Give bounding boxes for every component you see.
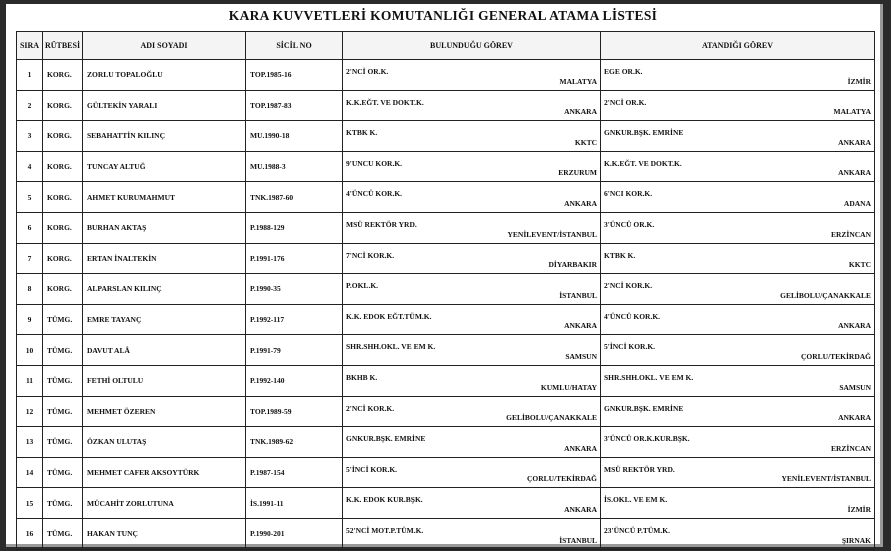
cell-bulundugu-gorev bbox=[343, 151, 601, 182]
table-row bbox=[17, 60, 875, 91]
cell-atandigi-gorev-location: SAMSUN bbox=[839, 382, 871, 392]
cell-rutbe: TÜMG. bbox=[43, 304, 83, 335]
cell-rutbe: TÜMG. bbox=[43, 457, 83, 488]
table-header-row bbox=[17, 32, 875, 60]
cell-sicil-no: TOP.1987-83 bbox=[246, 90, 343, 121]
cell-atandigi-gorev bbox=[601, 304, 875, 335]
cell-atandigi-gorev-location: ÇORLU/TEKİRDAĞ bbox=[800, 351, 871, 361]
cell-sicil-no: TOP.1985-16 bbox=[246, 60, 343, 91]
cell-sicil-no: TNK.1989-62 bbox=[246, 427, 343, 458]
cell-atandigi-gorev bbox=[601, 212, 875, 243]
cell-sicil-no: P.1987-154 bbox=[246, 457, 343, 488]
cell-rutbe: KORG. bbox=[43, 151, 83, 182]
cell-bulundugu-gorev-location: ANKARA bbox=[564, 504, 597, 514]
cell-atandigi-gorev-unit: 4'ÜNCÜ KOR.K. bbox=[604, 311, 661, 321]
cell-atandigi-gorev-unit: GNKUR.BŞK. EMRİNE bbox=[604, 403, 684, 413]
cell-atandigi-gorev bbox=[601, 488, 875, 519]
cell-bulundugu-gorev-location: İSTANBUL bbox=[559, 535, 597, 545]
cell-bulundugu-gorev-unit: 4'ÜNCÜ KOR.K. bbox=[346, 189, 403, 199]
cell-atandigi-gorev-location: ANKARA bbox=[838, 137, 871, 147]
cell-sira: 1 bbox=[17, 60, 43, 91]
cell-adi-soyadi: FETHİ OLTULU bbox=[83, 365, 246, 396]
cell-bulundugu-gorev-unit: 5'İNCİ KOR.K. bbox=[346, 464, 398, 474]
cell-bulundugu-gorev-location: YENİLEVENT/İSTANBUL bbox=[507, 229, 597, 239]
header-bulundugu-gorev: BULUNDUĞU GÖREV bbox=[343, 32, 601, 60]
table-row bbox=[17, 335, 875, 366]
cell-adi-soyadi: GÜLTEKİN YARALI bbox=[83, 90, 246, 121]
cell-bulundugu-gorev-unit: K.K. EDOK EĞT.TÜM.K. bbox=[346, 311, 432, 321]
cell-atandigi-gorev-location: YENİLEVENT/İSTANBUL bbox=[781, 474, 871, 484]
cell-adi-soyadi: DAVUT ALÂ bbox=[83, 335, 246, 366]
cell-atandigi-gorev-location: İZMİR bbox=[847, 76, 871, 86]
cell-sicil-no: MU.1988-3 bbox=[246, 151, 343, 182]
cell-atandigi-gorev-unit: 2'NCİ OR.K. bbox=[604, 97, 647, 107]
cell-sicil-no: P.1992-140 bbox=[246, 365, 343, 396]
cell-atandigi-gorev bbox=[601, 335, 875, 366]
cell-atandigi-gorev-unit: 6'NCI KOR.K. bbox=[604, 189, 653, 199]
appointment-table bbox=[16, 31, 875, 550]
table-row bbox=[17, 488, 875, 519]
cell-bulundugu-gorev-unit: 9'UNCU KOR.K. bbox=[346, 158, 403, 168]
header-adi-soyadi: ADI SOYADI bbox=[83, 32, 246, 60]
cell-rutbe: KORG. bbox=[43, 243, 83, 274]
table-row bbox=[17, 518, 875, 549]
cell-bulundugu-gorev-location: ANKARA bbox=[564, 321, 597, 331]
cell-atandigi-gorev-location: ANKARA bbox=[838, 168, 871, 178]
cell-atandigi-gorev-unit: 23'ÜNCÜ P.TÜM.K. bbox=[604, 525, 670, 535]
cell-bulundugu-gorev-location: KKTC bbox=[574, 137, 597, 147]
cell-atandigi-gorev bbox=[601, 60, 875, 91]
cell-atandigi-gorev bbox=[601, 365, 875, 396]
cell-bulundugu-gorev bbox=[343, 457, 601, 488]
cell-adi-soyadi: HAKAN TUNÇ bbox=[83, 518, 246, 549]
cell-atandigi-gorev bbox=[601, 121, 875, 152]
cell-atandigi-gorev-location: KKTC bbox=[848, 260, 871, 270]
cell-bulundugu-gorev-unit: 7'NCİ KOR.K. bbox=[346, 250, 395, 260]
cell-bulundugu-gorev bbox=[343, 396, 601, 427]
cell-sira: 8 bbox=[17, 274, 43, 305]
cell-atandigi-gorev bbox=[601, 427, 875, 458]
cell-sicil-no: P.1990-35 bbox=[246, 274, 343, 305]
cell-rutbe: KORG. bbox=[43, 274, 83, 305]
cell-sicil-no: İS.1991-11 bbox=[246, 488, 343, 519]
cell-bulundugu-gorev-location: DİYARBAKIR bbox=[548, 260, 597, 270]
cell-atandigi-gorev-unit: 3'ÜNCÜ OR.K. bbox=[604, 219, 655, 229]
cell-bulundugu-gorev-location: MALATYA bbox=[559, 76, 597, 86]
cell-atandigi-gorev bbox=[601, 274, 875, 305]
cell-rutbe: KORG. bbox=[43, 90, 83, 121]
cell-adi-soyadi: TUNCAY ALTUĞ bbox=[83, 151, 246, 182]
table-row bbox=[17, 304, 875, 335]
table-row bbox=[17, 90, 875, 121]
cell-rutbe: TÜMG. bbox=[43, 365, 83, 396]
table-row bbox=[17, 427, 875, 458]
cell-rutbe: TÜMG. bbox=[43, 427, 83, 458]
cell-atandigi-gorev-location: GELİBOLU/ÇANAKKALE bbox=[780, 290, 871, 300]
table-row bbox=[17, 182, 875, 213]
cell-adi-soyadi: SEBAHATTİN KILINÇ bbox=[83, 121, 246, 152]
cell-sira: 15 bbox=[17, 488, 43, 519]
cell-sira: 9 bbox=[17, 304, 43, 335]
cell-adi-soyadi: ZORLU TOPALOĞLU bbox=[83, 60, 246, 91]
cell-adi-soyadi: ALPARSLAN KILINÇ bbox=[83, 274, 246, 305]
cell-atandigi-gorev-unit: MSÜ REKTÖR YRD. bbox=[604, 464, 675, 474]
cell-atandigi-gorev-unit: GNKUR.BŞK. EMRİNE bbox=[604, 128, 684, 138]
header-atandigi-gorev: ATANDIĞI GÖREV bbox=[601, 32, 875, 60]
cell-adi-soyadi: MÜCAHİT ZORLUTUNA bbox=[83, 488, 246, 519]
cell-bulundugu-gorev bbox=[343, 488, 601, 519]
cell-atandigi-gorev bbox=[601, 182, 875, 213]
cell-bulundugu-gorev-unit: K.K. EDOK KUR.BŞK. bbox=[346, 495, 423, 505]
cell-rutbe: TÜMG. bbox=[43, 488, 83, 519]
cell-bulundugu-gorev bbox=[343, 243, 601, 274]
cell-bulundugu-gorev bbox=[343, 427, 601, 458]
cell-bulundugu-gorev-unit: SHR.SHH.OKL. VE EM K. bbox=[346, 342, 436, 352]
cell-adi-soyadi: BURHAN AKTAŞ bbox=[83, 212, 246, 243]
cell-bulundugu-gorev bbox=[343, 518, 601, 549]
cell-bulundugu-gorev bbox=[343, 274, 601, 305]
cell-atandigi-gorev bbox=[601, 243, 875, 274]
table-row bbox=[17, 243, 875, 274]
cell-sicil-no: P.1988-129 bbox=[246, 212, 343, 243]
table-row bbox=[17, 151, 875, 182]
cell-adi-soyadi: MEHMET CAFER AKSOYTÜRK bbox=[83, 457, 246, 488]
cell-bulundugu-gorev bbox=[343, 304, 601, 335]
cell-bulundugu-gorev-location: KUMLU/HATAY bbox=[540, 382, 597, 392]
cell-bulundugu-gorev-unit: GNKUR.BŞK. EMRİNE bbox=[346, 434, 426, 444]
cell-sira: 12 bbox=[17, 396, 43, 427]
cell-sira: 10 bbox=[17, 335, 43, 366]
header-rutbesi: RÜTBESİ bbox=[43, 32, 83, 60]
cell-bulundugu-gorev bbox=[343, 60, 601, 91]
cell-atandigi-gorev-location: ANKARA bbox=[838, 413, 871, 423]
cell-bulundugu-gorev bbox=[343, 365, 601, 396]
cell-bulundugu-gorev-location: GELİBOLU/ÇANAKKALE bbox=[506, 413, 597, 423]
cell-rutbe: TÜMG. bbox=[43, 396, 83, 427]
cell-sira: 16 bbox=[17, 518, 43, 549]
cell-bulundugu-gorev bbox=[343, 90, 601, 121]
cell-bulundugu-gorev bbox=[343, 335, 601, 366]
cell-rutbe: KORG. bbox=[43, 121, 83, 152]
cell-sira: 7 bbox=[17, 243, 43, 274]
cell-sira: 2 bbox=[17, 90, 43, 121]
cell-bulundugu-gorev-location: SAMSUN bbox=[565, 351, 597, 361]
cell-sicil-no: P.1991-176 bbox=[246, 243, 343, 274]
cell-sira: 4 bbox=[17, 151, 43, 182]
cell-atandigi-gorev-unit: 5'İNCİ KOR.K. bbox=[604, 342, 656, 352]
cell-sicil-no: TOP.1989-59 bbox=[246, 396, 343, 427]
cell-rutbe: TÜMG. bbox=[43, 518, 83, 549]
cell-sicil-no: P.1990-201 bbox=[246, 518, 343, 549]
cell-atandigi-gorev bbox=[601, 90, 875, 121]
cell-bulundugu-gorev-location: ERZURUM bbox=[558, 168, 597, 178]
cell-bulundugu-gorev-location: ANKARA bbox=[564, 443, 597, 453]
cell-atandigi-gorev-unit: 3'ÜNCÜ OR.K.KUR.BŞK. bbox=[604, 434, 690, 444]
cell-bulundugu-gorev-unit: K.K.EĞT. VE DOKT.K. bbox=[346, 97, 424, 107]
cell-rutbe: KORG. bbox=[43, 60, 83, 91]
cell-bulundugu-gorev-location: ÇORLU/TEKİRDAĞ bbox=[526, 474, 597, 484]
cell-adi-soyadi: MEHMET ÖZEREN bbox=[83, 396, 246, 427]
table-row bbox=[17, 212, 875, 243]
cell-bulundugu-gorev-unit: KTBK K. bbox=[346, 128, 378, 138]
cell-bulundugu-gorev-unit: BKHB K. bbox=[346, 372, 378, 382]
cell-atandigi-gorev-location: ERZİNCAN bbox=[830, 229, 871, 239]
cell-sira: 5 bbox=[17, 182, 43, 213]
cell-atandigi-gorev-unit: EGE OR.K. bbox=[604, 67, 643, 76]
cell-sira: 14 bbox=[17, 457, 43, 488]
cell-adi-soyadi: AHMET KURUMAHMUT bbox=[83, 182, 246, 213]
cell-atandigi-gorev-location: İZMİR bbox=[847, 504, 871, 514]
cell-sira: 6 bbox=[17, 212, 43, 243]
cell-adi-soyadi: ERTAN İNALTEKİN bbox=[83, 243, 246, 274]
cell-sira: 11 bbox=[17, 365, 43, 396]
table-row bbox=[17, 396, 875, 427]
table-row bbox=[17, 121, 875, 152]
table-row bbox=[17, 457, 875, 488]
cell-sicil-no: P.1991-79 bbox=[246, 335, 343, 366]
cell-rutbe: KORG. bbox=[43, 212, 83, 243]
cell-atandigi-gorev-unit: SHR.SHH.OKL. VE EM K. bbox=[604, 372, 694, 382]
cell-sicil-no: P.1992-117 bbox=[246, 304, 343, 335]
cell-atandigi-gorev-location: ADANA bbox=[843, 198, 871, 208]
cell-atandigi-gorev-location: ŞIRNAK bbox=[841, 535, 871, 545]
cell-atandigi-gorev-unit: K.K.EĞT. VE DOKT.K. bbox=[604, 158, 682, 168]
cell-rutbe: KORG. bbox=[43, 182, 83, 213]
cell-atandigi-gorev-unit: İS.OKL. VE EM K. bbox=[604, 495, 668, 505]
cell-adi-soyadi: ÖZKAN ULUTAŞ bbox=[83, 427, 246, 458]
cell-rutbe: TÜMG. bbox=[43, 335, 83, 366]
cell-atandigi-gorev bbox=[601, 396, 875, 427]
table-row bbox=[17, 365, 875, 396]
cell-atandigi-gorev-unit: KTBK K. bbox=[604, 250, 636, 260]
cell-atandigi-gorev bbox=[601, 457, 875, 488]
cell-bulundugu-gorev-unit: MSÜ REKTÖR YRD. bbox=[346, 219, 417, 229]
cell-atandigi-gorev-location: MALATYA bbox=[833, 107, 871, 117]
cell-atandigi-gorev-location: ERZİNCAN bbox=[830, 443, 871, 453]
cell-atandigi-gorev-unit: 2'NCİ KOR.K. bbox=[604, 281, 653, 291]
cell-sicil-no: MU.1990-18 bbox=[246, 121, 343, 152]
cell-adi-soyadi: EMRE TAYANÇ bbox=[83, 304, 246, 335]
cell-atandigi-gorev bbox=[601, 518, 875, 549]
table-body bbox=[17, 60, 875, 550]
cell-bulundugu-gorev-unit: P.OKL.K. bbox=[346, 281, 379, 291]
cell-sicil-no: TNK.1987-60 bbox=[246, 182, 343, 213]
cell-sira: 13 bbox=[17, 427, 43, 458]
cell-bulundugu-gorev bbox=[343, 121, 601, 152]
table-row bbox=[17, 274, 875, 305]
header-sira: SIRA bbox=[17, 32, 43, 60]
document-title: KARA KUVVETLERİ KOMUTANLIĞI GENERAL ATAMA LİSTESİ bbox=[228, 8, 658, 23]
cell-bulundugu-gorev-location: ANKARA bbox=[564, 198, 597, 208]
header-sicil-no: SİCİL NO bbox=[246, 32, 343, 60]
cell-bulundugu-gorev-location: ANKARA bbox=[564, 107, 597, 117]
cell-atandigi-gorev-location: ANKARA bbox=[838, 321, 871, 331]
cell-bulundugu-gorev-location: İSTANBUL bbox=[559, 290, 597, 300]
document-sheet bbox=[6, 4, 883, 547]
cell-bulundugu-gorev-unit: 2'NCİ OR.K. bbox=[346, 67, 389, 76]
cell-sira: 3 bbox=[17, 121, 43, 152]
cell-atandigi-gorev bbox=[601, 151, 875, 182]
cell-bulundugu-gorev-unit: 52'NCİ MOT.P.TÜM.K. bbox=[346, 525, 424, 535]
cell-bulundugu-gorev bbox=[343, 212, 601, 243]
cell-bulundugu-gorev-unit: 2'NCİ KOR.K. bbox=[346, 403, 395, 413]
cell-bulundugu-gorev bbox=[343, 182, 601, 213]
